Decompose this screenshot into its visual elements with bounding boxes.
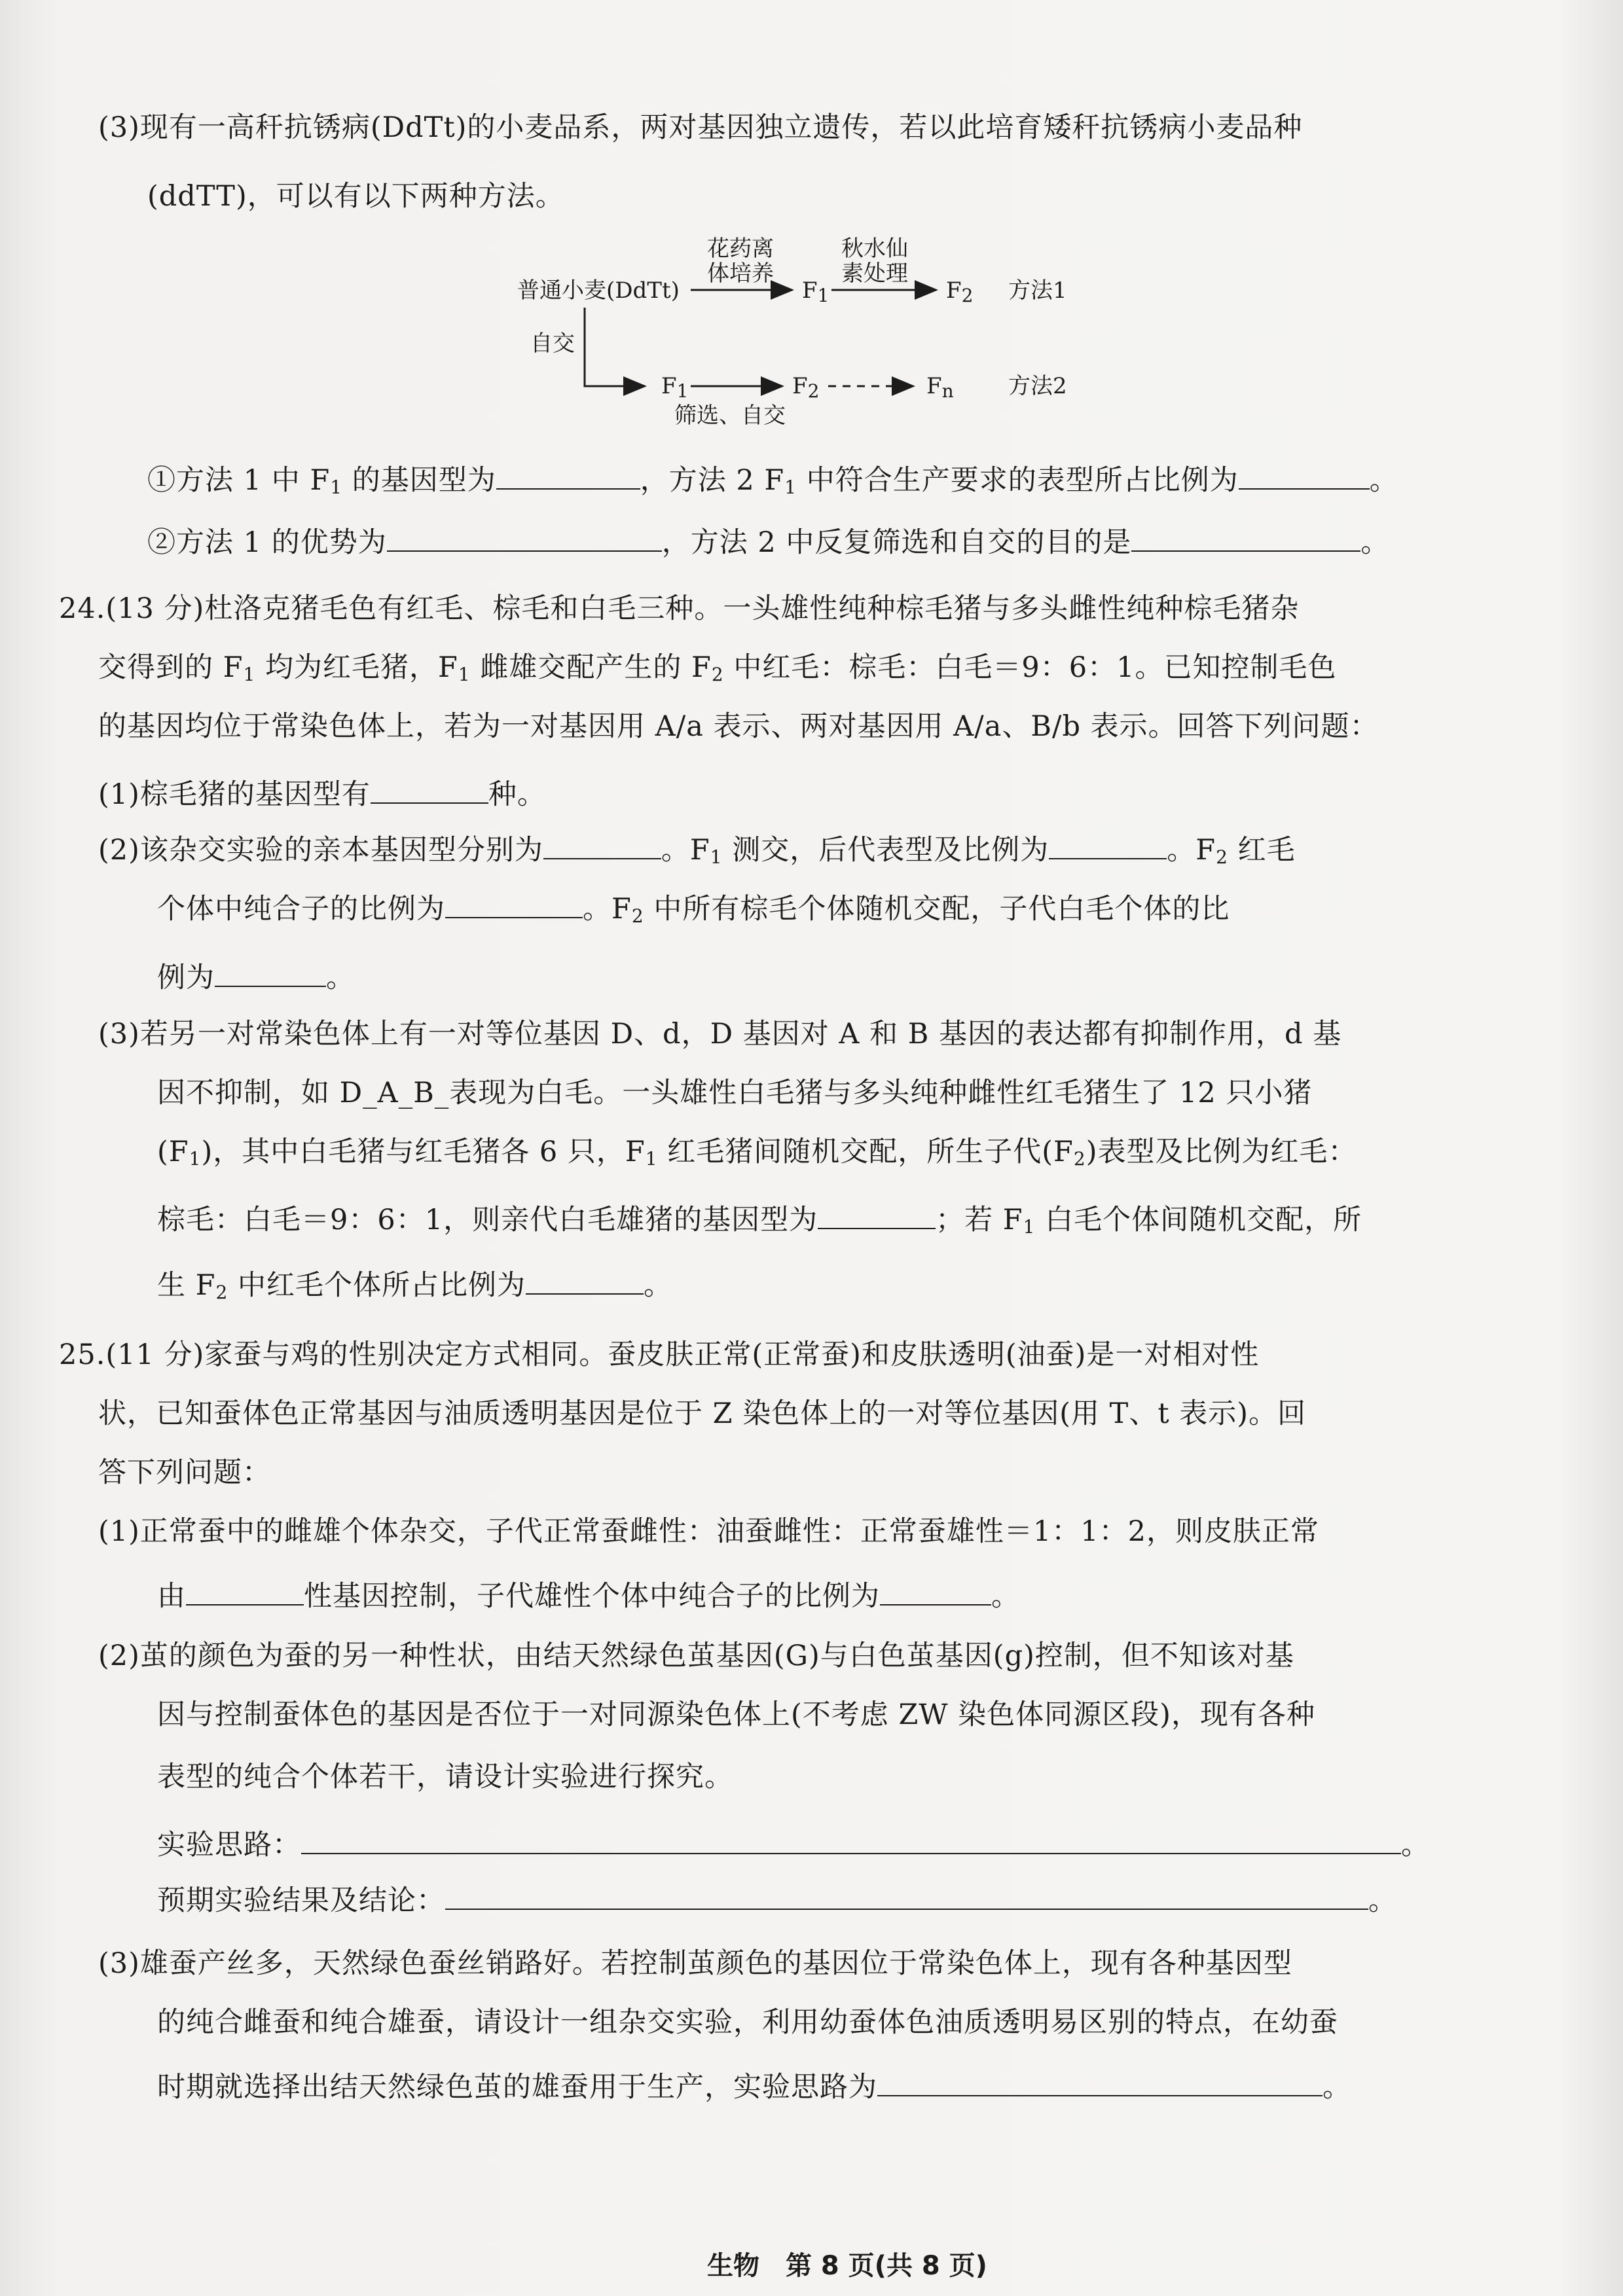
- answer-blank[interactable]: [387, 520, 662, 552]
- answer-blank[interactable]: [1239, 458, 1370, 490]
- q25-p3-line1: (3)雄蚕产丝多，天然绿色蚕丝销路好。若控制茧颜色的基因位于常染色体上，现有各种基因型: [98, 1947, 1292, 1980]
- diag-start: 普通小麦(DdTt): [517, 278, 680, 304]
- diag-m2-fn: $F_n$: [926, 373, 954, 402]
- q24-p2-line3: 例为 。: [157, 956, 355, 997]
- q25-p1-line1: (1)正常蚕中的雌雄个体杂交，子代正常蚕雌性：油蚕雌性：正常蚕雄性＝1：1：2，则皮肤正常: [98, 1515, 1319, 1548]
- q23-3-line1: (3)现有一高秆抗锈病(DdTt)的小麦品系，两对基因独立遗传，若以此培育矮秆抗锈病小麦品种: [98, 111, 1303, 144]
- q25-line1: 25.(11 分)家蚕与鸡的性别决定方式相同。蚕皮肤正常(正常蚕)和皮肤透明(油蚕)是一对相对性: [59, 1338, 1260, 1371]
- q24-p2-line1: (2)该杂交实验的亲本基因型分别为 。$F_1$ 测交，后代表型及比例为 。$F_2$ 红毛: [98, 828, 1296, 877]
- answer-blank[interactable]: [301, 1823, 1401, 1854]
- answer-blank[interactable]: [445, 887, 583, 918]
- q24-p3-line1: (3)若另一对常染色体上有一对等位基因 D、d，D 基因对 A 和 B 基因的表达都有抑制作用，d 基: [98, 1018, 1342, 1050]
- diag-m2-f1: $F_1$: [661, 373, 689, 402]
- q23-sub1: ①方法 1 中 $F_1$ 的基因型为 ，方法 2 $F_1$ 中符合生产要求的表型所占比例为 。: [147, 458, 1398, 507]
- q24-p3-line5: 生 $F_2$ 中红毛个体所占比例为 。: [157, 1263, 672, 1312]
- q25-p2-line5: 预期实验结果及结论： 。: [157, 1878, 1397, 1920]
- answer-blank[interactable]: [371, 772, 488, 804]
- answer-blank[interactable]: [877, 2065, 1322, 2096]
- q24-line3: 的基因均位于常染色体上，若为一对基因用 A/a 表示、两对基因用 A/a、B/b 表示。回答下列问题：: [98, 710, 1379, 743]
- answer-blank[interactable]: [186, 1574, 304, 1605]
- diag-screen: 筛选、自交: [674, 403, 786, 429]
- q25-p2-line3: 表型的纯合个体若干，请设计实验进行探究。: [157, 1761, 733, 1793]
- q24-p3-line2: 因不抑制，如 D_A_B_表现为白毛。一头雄性白毛猪与多头纯种雌性红毛猪生了 12 只小猪: [157, 1077, 1313, 1109]
- q25-line3: 答下列问题：: [98, 1456, 271, 1489]
- q25-p2-line4: 实验思路： 。: [157, 1823, 1430, 1865]
- answer-blank[interactable]: [215, 956, 326, 987]
- answer-blank[interactable]: [1049, 828, 1167, 859]
- q24-p3-line4: 棕毛：白毛＝9：6：1，则亲代白毛雄猪的基因型为 ；若 $F_1$ 白毛个体间随机交配，所: [157, 1198, 1362, 1247]
- page-footer: 生物 第 8 页(共 8 页): [707, 2251, 987, 2281]
- q25-p3-line3: 时期就选择出结天然绿色茧的雄蚕用于生产，实验思路为 。: [157, 2065, 1351, 2107]
- q25-p3-line2: 的纯合雌蚕和纯合雄蚕，请设计一组杂交实验，利用幼蚕体色油质透明易区别的特点，在幼蚕: [157, 2006, 1338, 2039]
- diag-method2: 方法2: [1008, 373, 1067, 399]
- answer-blank[interactable]: [818, 1198, 936, 1229]
- diag-arrow2-bottom: 素处理: [841, 260, 908, 287]
- q25-p2-line2: 因与控制蚕体色的基因是否位于一对同源染色体上(不考虑 ZW 染色体同源区段)，现有各种: [157, 1698, 1315, 1731]
- diag-f1: $F_1$: [802, 278, 830, 306]
- q24-line1: 24.(13 分)杜洛克猪毛色有红毛、棕毛和白毛三种。一头雄性纯种棕毛猪与多头雌性纯种棕毛猪杂: [59, 592, 1300, 625]
- q24-p1: (1)棕毛猪的基因型有 种。: [98, 772, 546, 814]
- q25-p1-line2: 由 性基因控制，子代雄性个体中纯合子的比例为 。: [157, 1574, 1020, 1616]
- q24-line2: 交得到的 $F_1$ 均为红毛猪，$F_1$ 雌雄交配产生的 $F_2$ 中红毛：棕毛：白毛＝9：6：1。已知控制毛色: [98, 651, 1337, 685]
- answer-blank[interactable]: [880, 1574, 991, 1605]
- answer-blank[interactable]: [526, 1263, 644, 1295]
- q24-p3-line3: $(F_1)$，其中白毛猪与红毛猪各 6 只，$F_1$ 红毛猪间随机交配，所生子代$(F_2)$表型及比例为红毛：: [157, 1136, 1357, 1170]
- diag-arrow1-top: 花药离: [707, 236, 774, 262]
- diag-arrow1-bottom: 体培养: [707, 260, 774, 287]
- diag-arrow2-top: 秋水仙: [841, 236, 908, 262]
- answer-blank[interactable]: [445, 1878, 1368, 1910]
- answer-blank[interactable]: [1131, 520, 1360, 552]
- answer-blank[interactable]: [496, 458, 640, 490]
- q23-3-line2: (ddTT)，可以有以下两种方法。: [147, 180, 564, 213]
- arrow-self-cross: [585, 308, 645, 386]
- q25-p2-line1: (2)茧的颜色为蚕的另一种性状，由结天然绿色茧基因(G)与白色茧基因(g)控制，但不知该对基: [98, 1640, 1294, 1672]
- diag-self: 自交: [530, 331, 575, 357]
- answer-blank[interactable]: [543, 828, 661, 859]
- q23-sub2: ②方法 1 的优势为 ，方法 2 中反复筛选和自交的目的是 。: [147, 520, 1389, 562]
- diag-f2: $F_2$: [946, 278, 974, 306]
- diag-m2-f2: $F_2$: [792, 373, 820, 402]
- diag-method1: 方法1: [1008, 278, 1067, 304]
- q24-p2-line2: 个体中纯合子的比例为 。$F_2$ 中所有棕毛个体随机交配，子代白毛个体的比: [157, 887, 1230, 936]
- q25-line2: 状，已知蚕体色正常基因与油质透明基因是位于 Z 染色体上的一对等位基因(用 T、t 表示)。回: [98, 1397, 1307, 1430]
